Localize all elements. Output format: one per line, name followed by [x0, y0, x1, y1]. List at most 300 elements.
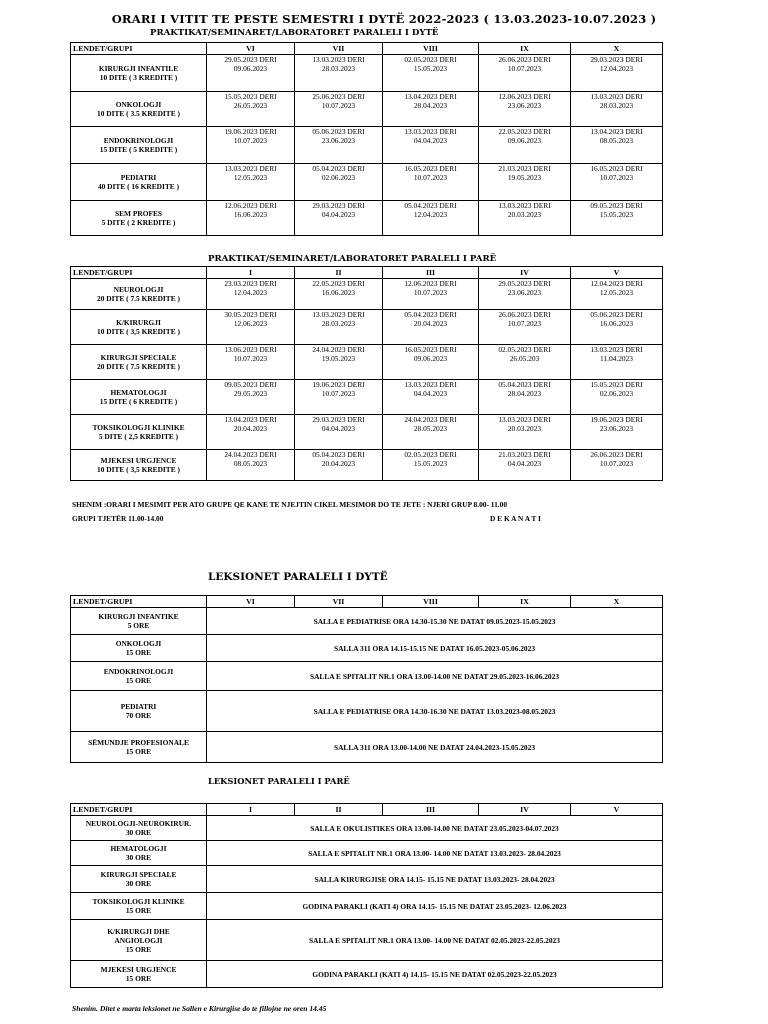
table-row [71, 201, 663, 236]
column-header-subject: LENDET/GRUPI [71, 804, 207, 816]
date-from: 12.06.2023 DERI [224, 201, 277, 210]
subject-credits: 10 DITE ( 3 KREDITE ) [99, 73, 178, 82]
date-from: 21.03.2023 DERI [498, 164, 551, 173]
date-range-cell [207, 92, 295, 127]
date-range-cell [383, 55, 479, 92]
date-from: 21.03.2023 DERI [498, 450, 551, 459]
column-header-group: I [207, 267, 295, 279]
date-range-cell [383, 345, 479, 380]
table-row [71, 279, 663, 310]
subject-name: PEDIATRI [120, 173, 157, 182]
date-range-cell [295, 450, 383, 481]
subject-line: 15 ORE [125, 676, 152, 685]
column-header-subject: LENDET/GRUPI [71, 267, 207, 279]
date-range-cell [479, 201, 571, 236]
subject-credits: 15 DITE ( 5 KREDITE ) [99, 145, 178, 154]
column-header-group: VIII [383, 43, 479, 55]
lectures-p2-table [70, 595, 663, 763]
subject-name: K/KIRURGJI [116, 318, 161, 327]
date-from: 29.05.2023 DERI [224, 55, 277, 64]
date-range-cell [479, 92, 571, 127]
subject-name: NEUROLOGJI [113, 285, 164, 294]
date-range-cell [479, 415, 571, 450]
date-to: 08.05.2023 [233, 459, 268, 468]
column-header-group: V [571, 267, 663, 279]
date-range-cell [295, 279, 383, 310]
date-to: 26.05.2023 [233, 101, 268, 110]
date-to: 12.05.2023 [599, 288, 634, 297]
date-from: 19.06.2023 DERI [224, 127, 277, 136]
date-to: 04.04.2023 [321, 210, 356, 219]
lecture-info-cell: SALLA E SPITALIT NR.1 ORA 13.00-14.00 NE DATAT 29.05.2023-16.06.2023 [207, 662, 663, 691]
date-from: 13.03.2023 DERI [590, 345, 643, 354]
subject-cell [71, 961, 207, 988]
subject-cell [71, 415, 207, 450]
lecture-info-cell: SALLA E PEDIATRISE ORA 14.30-16.30 NE DATAT 13.03.2023-08.05.2023 [207, 691, 663, 732]
table-row [71, 893, 663, 920]
lectures-p1-table [70, 803, 663, 988]
date-from: 13.06.2023 DERI [224, 345, 277, 354]
lecture-info-cell: GODINA PARAKLI (KATI 4) 14.15- 15.15 NE DATAT 02.05.2023-22.05.2023 [207, 961, 663, 988]
table-header-row [71, 43, 663, 55]
date-from: 13.03.2023 DERI [498, 415, 551, 424]
table-row [71, 415, 663, 450]
date-range-cell [383, 127, 479, 164]
date-range-cell [571, 279, 663, 310]
column-header-group: VII [295, 43, 383, 55]
subject-cell [71, 920, 207, 961]
table-row [71, 920, 663, 961]
column-header-group: I [207, 804, 295, 816]
date-range-cell [383, 92, 479, 127]
date-range-cell [383, 310, 479, 345]
subject-cell [71, 866, 207, 893]
date-range-cell [479, 310, 571, 345]
date-to: 12.04.2023 [233, 288, 268, 297]
subject-line: SËMUNDJE PROFESIONALE [88, 738, 189, 747]
column-header-group: II [295, 267, 383, 279]
date-to: 20.04.2023 [233, 424, 268, 433]
lecture-info-cell: SALLA KIRURGJISE ORA 14.15- 15.15 NE DATAT 13.03.2023- 28.04.2023 [207, 866, 663, 893]
date-range-cell [571, 127, 663, 164]
date-from: 26.06.2023 DERI [590, 450, 643, 459]
table-row [71, 732, 663, 763]
column-header-group: VIII [383, 596, 479, 608]
subject-name: KIRURGJI SPECIALE [100, 353, 177, 362]
date-range-cell [207, 450, 295, 481]
date-to: 20.04.2023 [321, 459, 356, 468]
subject-line: 30 ORE [125, 879, 152, 888]
date-range-cell [207, 127, 295, 164]
subject-cell [71, 691, 207, 732]
date-to: 15.05.2023 [413, 64, 448, 73]
column-header-group: IV [479, 267, 571, 279]
date-from: 09.05.2023 DERI [590, 201, 643, 210]
date-to: 20.03.2023 [507, 210, 542, 219]
subject-cell [71, 279, 207, 310]
date-range-cell [571, 92, 663, 127]
subject-line: KIRURGJI SPECIALE [100, 870, 177, 879]
column-header-subject: LENDET/GRUPI [71, 43, 207, 55]
subject-cell [71, 380, 207, 415]
subject-credits: 10 DITE ( 3.5 KREDITE ) [97, 109, 180, 118]
subject-credits: 40 DITE ( 16 KREDITE ) [97, 182, 180, 191]
date-to: 10.07.2023 [507, 64, 542, 73]
date-to: 09.06.2023 [413, 354, 448, 363]
subject-cell [71, 345, 207, 380]
date-to: 28.04.2023 [413, 101, 448, 110]
subject-line: 5 ORE [127, 621, 150, 630]
lecture-info-cell: SALLA E SPITALIT NR.1 ORA 13.00- 14.00 NE DATAT 13.03.2023- 28.04.2023 [207, 841, 663, 866]
date-range-cell [207, 415, 295, 450]
subject-line: 30 ORE [125, 853, 152, 862]
date-to: 04.04.2023 [321, 424, 356, 433]
date-to: 15.05.2023 [413, 459, 448, 468]
subject-line: ENDOKRINOLOGJI [103, 667, 174, 676]
date-range-cell [295, 201, 383, 236]
page-title: ORARI I VITIT TE PESTE SEMESTRI I DYTË 2022-2023 ( 13.03.2023-10.07.2023 ) [111, 12, 657, 26]
subject-line: ANGIOLOGJI [114, 935, 163, 945]
date-range-cell [479, 55, 571, 92]
subject-credits: 5 DITE ( 2,5 KREDITE ) [98, 432, 179, 441]
date-range-cell [295, 415, 383, 450]
date-from: 12.04.2023 DERI [590, 279, 643, 288]
date-from: 13.03.2023 DERI [498, 201, 551, 210]
date-from: 15.05.2023 DERI [590, 380, 643, 389]
subject-cell [71, 92, 207, 127]
practicals-p2-table [70, 42, 663, 236]
practicals-p1-table [70, 266, 663, 481]
date-to: 28.03.2023 [321, 64, 356, 73]
date-range-cell [295, 55, 383, 92]
date-range-cell [207, 279, 295, 310]
lecture-info-cell: SALLA 311 ORA 13.00-14.00 NE DATAT 24.04.2023-15.05.2023 [207, 732, 663, 763]
date-range-cell [479, 380, 571, 415]
date-from: 02.05.2023 DERI [404, 450, 457, 459]
date-from: 05.06.2023 DERI [590, 310, 643, 319]
subject-line: MJEKESI URGJENCE [100, 965, 177, 974]
date-range-cell [207, 164, 295, 201]
subject-cell [71, 732, 207, 763]
subject-line: 15 ORE [125, 906, 152, 915]
date-to: 16.06.2023 [233, 210, 268, 219]
subject-line: PEDIATRI [120, 702, 157, 711]
date-from: 13.04.2023 DERI [590, 127, 643, 136]
date-from: 05.04.2023 DERI [312, 164, 365, 173]
column-header-group: X [571, 596, 663, 608]
column-header-group: V [571, 804, 663, 816]
date-from: 16.05.2023 DERI [590, 164, 643, 173]
date-range-cell [571, 164, 663, 201]
date-to: 10.07.2023 [233, 136, 268, 145]
date-from: 13.03.2023 DERI [404, 380, 457, 389]
date-range-cell [207, 345, 295, 380]
date-range-cell [383, 450, 479, 481]
date-from: 13.04.2023 DERI [404, 92, 457, 101]
date-to: 23.06.2023 [507, 101, 542, 110]
column-header-group: II [295, 804, 383, 816]
subject-name: HEMATOLOGJI [110, 388, 167, 397]
date-range-cell [479, 345, 571, 380]
subject-cell [71, 310, 207, 345]
date-to: 04.04.2023 [413, 136, 448, 145]
date-range-cell [479, 279, 571, 310]
practicals-p2-heading: PRAKTIKAT/SEMINARET/LABORATORET PARALELI I DYTË [150, 28, 439, 38]
date-range-cell [571, 55, 663, 92]
date-range-cell [571, 380, 663, 415]
date-to: 10.07.2023 [413, 288, 448, 297]
date-to: 10.07.2023 [413, 173, 448, 182]
date-to: 10.07.2023 [233, 354, 268, 363]
date-from: 29.03.2023 DERI [312, 201, 365, 210]
date-range-cell [571, 415, 663, 450]
subject-line: 15 ORE [125, 747, 152, 756]
table-row [71, 841, 663, 866]
subject-name: MJEKESI URGJENCE [100, 456, 177, 465]
date-range-cell [479, 450, 571, 481]
subject-cell [71, 841, 207, 866]
table-row [71, 961, 663, 988]
date-from: 24.04.2023 DERI [224, 450, 277, 459]
date-to: 12.04.2023 [599, 64, 634, 73]
table-row [71, 380, 663, 415]
table-row [71, 816, 663, 841]
date-range-cell [295, 310, 383, 345]
date-to: 11.04.2023 [600, 354, 633, 363]
subject-credits: 10 DITE ( 3,5 KREDITE ) [97, 327, 180, 336]
subject-name: KIRURGJI INFANTILE [98, 64, 179, 73]
date-to: 23.06.2023 [321, 136, 356, 145]
date-from: 05.06.2023 DERI [312, 127, 365, 136]
subject-line: KIRURGJI INFANTIKE [98, 612, 179, 621]
date-from: 24.04.2023 DERI [404, 415, 457, 424]
date-to: 10.07.2023 [321, 101, 356, 110]
date-to: 16.06.2023 [321, 288, 356, 297]
subject-cell [71, 893, 207, 920]
subject-line: K/KIRURGJI DHE [107, 926, 170, 936]
lecture-info-cell: SALLA E OKULISTIKES ORA 13.00-14.00 NE DATAT 23.05.2023-04.07.2023 [207, 816, 663, 841]
date-from: 05.04.2023 DERI [404, 310, 457, 319]
schedule-note: SHENIM :ORARI I MESIMIT PER ATO GRUPE QE KANE TE NJEJTIN CIKEL MESIMOR DO TE JETE : NJERI GRUP 8.00- 11.00 [72, 500, 508, 509]
table-row [71, 55, 663, 92]
date-from: 05.04.2023 DERI [312, 450, 365, 459]
column-header-subject: LENDET/GRUPI [71, 596, 207, 608]
date-to: 28.03.2023 [321, 319, 356, 328]
table-header-row [71, 596, 663, 608]
subject-cell [71, 164, 207, 201]
date-from: 13.03.2023 DERI [404, 127, 457, 136]
date-from: 02.05.2023 DERI [498, 345, 551, 354]
date-from: 29.03.2023 DERI [590, 55, 643, 64]
date-from: 30.05.2023 DERI [224, 310, 277, 319]
subject-line: 30 ORE [125, 828, 152, 837]
date-range-cell [383, 201, 479, 236]
date-from: 25.06.2023 DERI [312, 92, 365, 101]
column-header-group: VI [207, 43, 295, 55]
date-range-cell [479, 127, 571, 164]
column-header-group: VI [207, 596, 295, 608]
table-row [71, 345, 663, 380]
date-to: 12.05.2023 [233, 173, 268, 182]
practicals-p1-heading: PRAKTIKAT/SEMINARET/LABORATORET PARALELI I PARË [208, 254, 497, 264]
date-from: 29.03.2023 DERI [312, 415, 365, 424]
date-range-cell [207, 380, 295, 415]
footer-note: Shenim. Ditet e marta leksionet ne Sallen e Kirurgjise do te fillojne ne oren 14.45 [72, 1004, 327, 1013]
date-range-cell [479, 164, 571, 201]
date-to: 29.05.2023 [233, 389, 268, 398]
table-row [71, 866, 663, 893]
date-range-cell [207, 310, 295, 345]
subject-credits: 10 DITE ( 3,5 KREDITE ) [97, 465, 180, 474]
table-row [71, 92, 663, 127]
table-header-row [71, 267, 663, 279]
date-from: 15.05.2023 DERI [224, 92, 277, 101]
date-to: 10.07.2023 [321, 389, 356, 398]
date-from: 22.05.2023 DERI [312, 279, 365, 288]
date-to: 02.06.2023 [321, 173, 356, 182]
date-from: 19.06.2023 DERI [590, 415, 643, 424]
date-to: 28.03.2023 [599, 101, 634, 110]
date-range-cell [383, 415, 479, 450]
subject-name: SEM PROFES [114, 209, 163, 218]
date-from: 13.03.2023 DERI [312, 55, 365, 64]
date-from: 26.06.2023 DERI [498, 55, 551, 64]
lecture-info-cell: SALLA E PEDIATRISE ORA 14.30-15.30 NE DATAT 09.05.2023-15.05.2023 [207, 608, 663, 635]
date-from: 22.05.2023 DERI [498, 127, 551, 136]
date-to: 26.05.203 [509, 354, 540, 363]
subject-line: NEUROLOGJI-NEUROKIRUR. [85, 819, 192, 828]
table-header-row [71, 804, 663, 816]
subject-cell [71, 450, 207, 481]
subject-cell [71, 662, 207, 691]
date-from: 13.03.2023 DERI [590, 92, 643, 101]
date-to: 28.04.2023 [507, 389, 542, 398]
date-range-cell [295, 92, 383, 127]
table-row [71, 450, 663, 481]
date-to: 15.05.2023 [599, 210, 634, 219]
date-range-cell [207, 201, 295, 236]
date-to: 20.03.2023 [507, 424, 542, 433]
date-from: 13.03.2023 DERI [224, 164, 277, 173]
subject-line: 15 ORE [125, 974, 152, 983]
date-range-cell [571, 310, 663, 345]
date-from: 26.06.2023 DERI [498, 310, 551, 319]
subject-cell [71, 816, 207, 841]
date-range-cell [383, 279, 479, 310]
subject-name: TOKSIKOLOGJI KLINIKE [92, 423, 185, 432]
date-range-cell [383, 164, 479, 201]
date-range-cell [207, 55, 295, 92]
schedule-note-groups: GRUPI TJETËR 11.00-14.00 [72, 514, 164, 523]
date-from: 05.04.2023 DERI [498, 380, 551, 389]
date-range-cell [295, 380, 383, 415]
date-range-cell [571, 345, 663, 380]
table-row [71, 608, 663, 635]
column-header-group: IX [479, 596, 571, 608]
date-from: 13.03.2023 DERI [312, 310, 365, 319]
date-to: 23.06.2023 [507, 288, 542, 297]
subject-cell [71, 55, 207, 92]
date-range-cell [295, 164, 383, 201]
date-to: 19.05.2023 [321, 354, 356, 363]
subject-credits: 15 DITE ( 6 KREDITE ) [99, 397, 178, 406]
table-row [71, 691, 663, 732]
date-from: 05.04.2023 DERI [404, 201, 457, 210]
lecture-info-cell: SALLA E SPITALIT NR.1 ORA 13.00- 14.00 NE DATAT 02.05.2023-22.05.2023 [207, 920, 663, 961]
date-to: 28.05.2023 [413, 424, 448, 433]
date-from: 12.06.2023 DERI [498, 92, 551, 101]
date-to: 19.05.2023 [507, 173, 542, 182]
date-to: 02.06.2023 [599, 389, 634, 398]
date-from: 12.06.2023 DERI [404, 279, 457, 288]
subject-line: 15 ORE [125, 944, 152, 954]
date-to: 10.07.2023 [507, 319, 542, 328]
date-from: 13.04.2023 DERI [224, 415, 277, 424]
column-header-group: X [571, 43, 663, 55]
date-to: 10.07.2023 [599, 173, 634, 182]
subject-name: ONKOLOGJI [115, 100, 162, 109]
date-range-cell [383, 380, 479, 415]
dekanati-signature: D E K A N A T I [490, 514, 541, 523]
date-to: 20.04.2023 [413, 319, 448, 328]
lectures-p2-heading: LEKSIONET PARALELI I DYTË [208, 571, 388, 583]
table-row [71, 662, 663, 691]
date-from: 24.04.2023 DERI [312, 345, 365, 354]
date-from: 16.05.2023 DERI [404, 345, 457, 354]
column-header-group: III [383, 267, 479, 279]
column-header-group: VII [295, 596, 383, 608]
date-to: 04.04.2023 [507, 459, 542, 468]
date-from: 29.05.2023 DERI [498, 279, 551, 288]
date-range-cell [295, 127, 383, 164]
subject-line: TOKSIKOLOGJI KLINIKE [92, 897, 185, 906]
date-range-cell [571, 450, 663, 481]
subject-cell [71, 201, 207, 236]
date-from: 19.06.2023 DERI [312, 380, 365, 389]
subject-credits: 20 DITE ( 7.5 KREDITE ) [97, 362, 180, 371]
column-header-group: III [383, 804, 479, 816]
date-range-cell [295, 345, 383, 380]
date-to: 16.06.2023 [599, 319, 634, 328]
table-row [71, 127, 663, 164]
subject-line: 70 ORE [125, 711, 152, 720]
column-header-group: IX [479, 43, 571, 55]
table-row [71, 635, 663, 662]
subject-name: ENDOKRINOLOGJI [103, 136, 174, 145]
date-range-cell [571, 201, 663, 236]
date-from: 23.03.2023 DERI [224, 279, 277, 288]
date-to: 12.04.2023 [413, 210, 448, 219]
table-row [71, 164, 663, 201]
date-from: 02.05.2023 DERI [404, 55, 457, 64]
subject-credits: 5 DITE ( 2 KREDITE ) [101, 218, 176, 227]
lectures-p1-heading: LEKSIONET PARALELI I PARË [208, 776, 350, 786]
subject-credits: 20 DITE ( 7.5 KREDITE ) [97, 294, 180, 303]
date-to: 09.06.2023 [507, 136, 542, 145]
date-from: 16.05.2023 DERI [404, 164, 457, 173]
column-header-group: IV [479, 804, 571, 816]
subject-line: 15 ORE [125, 648, 152, 657]
lecture-info-cell: GODINA PARAKLI (KATI 4) ORA 14.15- 15.15 NE DATAT 23.05.2023- 12.06.2023 [207, 893, 663, 920]
lecture-info-cell: SALLA 311 ORA 14.15-15.15 NE DATAT 16.05.2023-05.06.2023 [207, 635, 663, 662]
table-row [71, 310, 663, 345]
subject-cell [71, 608, 207, 635]
subject-cell [71, 635, 207, 662]
date-to: 10.07.2023 [599, 459, 634, 468]
date-to: 23.06.2023 [599, 424, 634, 433]
subject-line: HEMATOLOGJI [110, 844, 167, 853]
subject-line: ONKOLOGJI [115, 639, 162, 648]
